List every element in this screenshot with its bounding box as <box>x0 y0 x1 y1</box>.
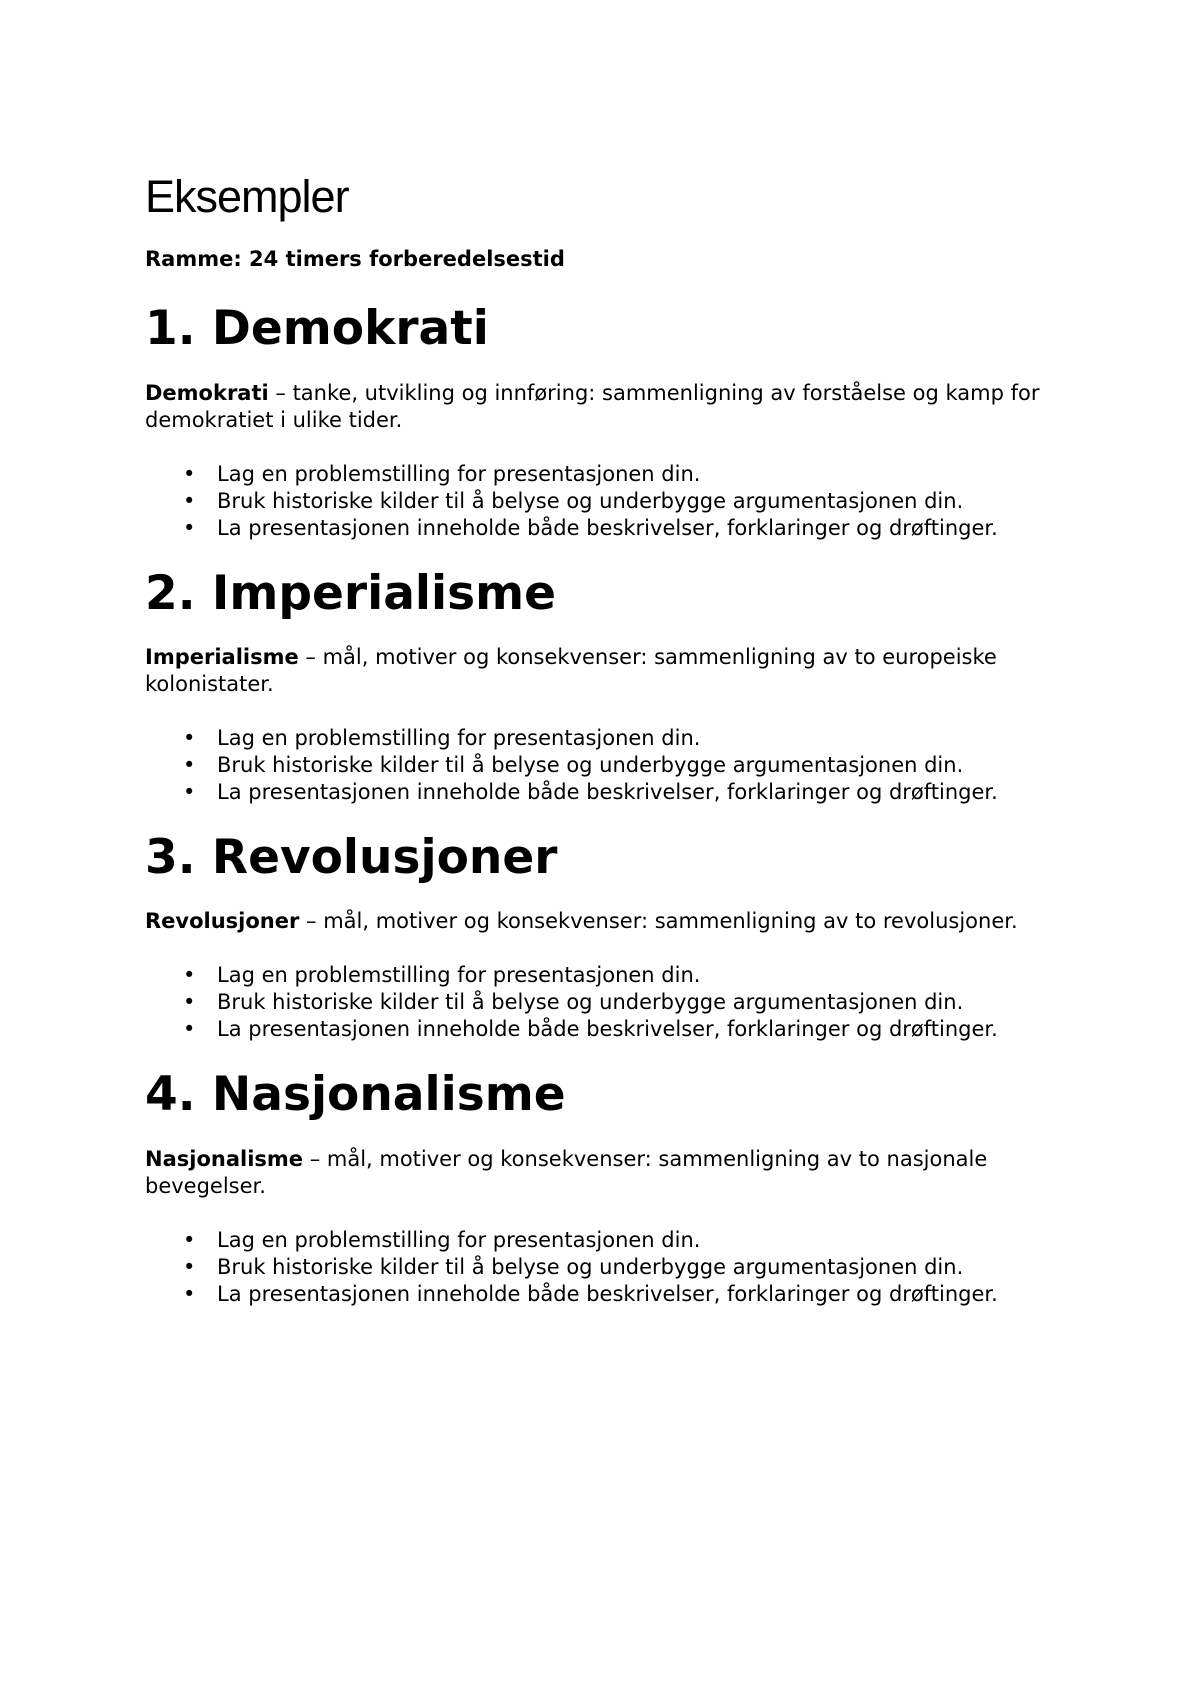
section-intro <box>145 908 1085 935</box>
bullet-icon: • <box>183 488 196 513</box>
list-item-text: Bruk historiske kilder til å belyse og underbygge argumentasjonen din. <box>217 753 964 778</box>
section-heading: 2. Imperialisme <box>145 565 556 621</box>
section-term: Imperialisme <box>145 645 299 670</box>
task-list <box>145 962 1085 1043</box>
bullet-icon: • <box>183 1254 196 1279</box>
list-item-text: Bruk historiske kilder til å belyse og underbygge argumentasjonen din. <box>217 1254 964 1279</box>
section-intro <box>145 1146 1085 1200</box>
section-description: – tanke, utvikling og innføring: sammenligning av forståelse og kamp for demokratiet i ulike tider. <box>145 380 1040 432</box>
list-item-text: Bruk historiske kilder til å belyse og underbygge argumentasjonen din. <box>217 488 964 513</box>
bullet-icon: • <box>183 1281 196 1306</box>
list-item <box>145 989 1085 1016</box>
section-demokrati <box>145 301 1085 541</box>
list-item <box>145 752 1085 779</box>
task-list <box>145 461 1085 542</box>
bullet-icon: • <box>183 726 196 751</box>
section-nasjonalisme <box>145 1067 1085 1307</box>
list-item <box>145 1227 1085 1254</box>
list-item <box>145 725 1085 752</box>
section-term: Nasjonalisme <box>145 1146 304 1171</box>
bullet-icon: • <box>183 1227 196 1252</box>
section-description: – mål, motiver og konsekvenser: sammenligning av to nasjonale bevegelser. <box>145 1146 988 1198</box>
frame-note: Ramme: 24 timers forberedelsestid <box>145 247 565 271</box>
list-item-text: Lag en problemstilling for presentasjonen din. <box>217 461 701 486</box>
list-item-text: Lag en problemstilling for presentasjonen din. <box>217 1227 701 1252</box>
list-item <box>145 1016 1085 1043</box>
list-item-text: Lag en problemstilling for presentasjonen din. <box>217 963 701 988</box>
bullet-icon: • <box>183 461 196 486</box>
list-item-text: La presentasjonen inneholde både beskrivelser, forklaringer og drøftinger. <box>217 1017 998 1042</box>
list-item-text: La presentasjonen inneholde både beskrivelser, forklaringer og drøftinger. <box>217 1281 998 1306</box>
section-imperialisme <box>145 566 1085 806</box>
list-item <box>145 779 1085 806</box>
list-item-text: Bruk historiske kilder til å belyse og underbygge argumentasjonen din. <box>217 990 964 1015</box>
document-title: Eksempler <box>145 171 349 222</box>
section-description: – mål, motiver og konsekvenser: sammenligning av to revolusjoner. <box>299 909 1018 934</box>
section-term: Revolusjoner <box>145 909 300 934</box>
section-heading: 3. Revolusjoner <box>145 830 558 886</box>
section-intro <box>145 644 1085 698</box>
bullet-icon: • <box>183 963 196 988</box>
section-intro <box>145 380 1085 434</box>
list-item-text: La presentasjonen inneholde både beskrivelser, forklaringer og drøftinger. <box>217 515 998 540</box>
bullet-icon: • <box>183 515 196 540</box>
section-term: Demokrati <box>145 380 269 405</box>
list-item <box>145 962 1085 989</box>
bullet-icon: • <box>183 990 196 1015</box>
list-item <box>145 515 1085 542</box>
section-revolusjoner <box>145 830 1085 1043</box>
section-heading: 4. Nasjonalisme <box>145 1067 566 1123</box>
document-page <box>145 170 1085 1308</box>
task-list <box>145 1227 1085 1308</box>
list-item <box>145 488 1085 515</box>
bullet-icon: • <box>183 1017 196 1042</box>
list-item <box>145 1254 1085 1281</box>
task-list <box>145 725 1085 806</box>
list-item-text: La presentasjonen inneholde både beskrivelser, forklaringer og drøftinger. <box>217 780 998 805</box>
list-item <box>145 1281 1085 1308</box>
list-item <box>145 461 1085 488</box>
section-heading: 1. Demokrati <box>145 301 489 357</box>
list-item-text: Lag en problemstilling for presentasjonen din. <box>217 726 701 751</box>
section-description: – mål, motiver og konsekvenser: sammenligning av to europeiske kolonistater. <box>145 645 997 697</box>
bullet-icon: • <box>183 780 196 805</box>
bullet-icon: • <box>183 753 196 778</box>
